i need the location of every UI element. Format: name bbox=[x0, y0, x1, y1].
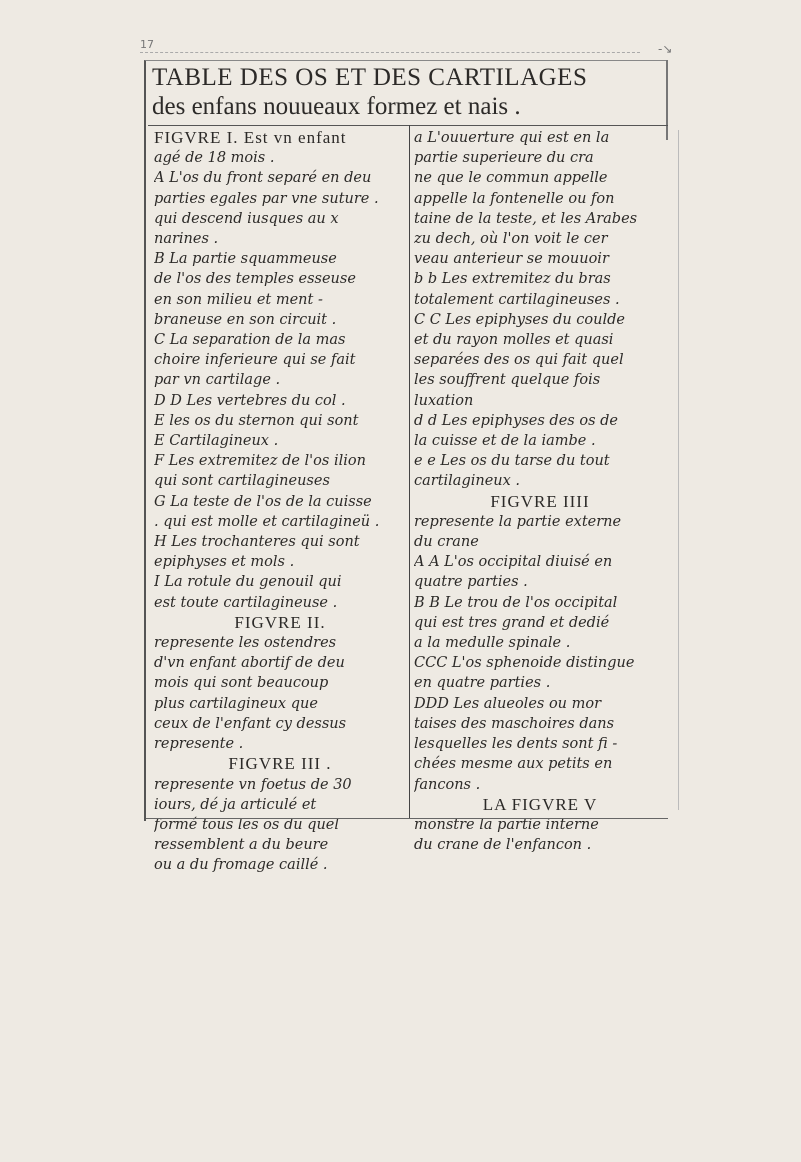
text-line: formé tous les os du quel bbox=[154, 816, 340, 833]
left-column bbox=[154, 128, 406, 876]
text-line: e e Les os du tarse du tout bbox=[414, 453, 610, 470]
text-line: mois qui sont beaucoup bbox=[154, 675, 329, 692]
text-line: C La separation de la mas bbox=[154, 332, 346, 349]
title-subtitle: des enfans nouueaux formez et nais . bbox=[152, 93, 521, 120]
page-number: 17 bbox=[140, 38, 154, 51]
text-line: en quatre parties . bbox=[414, 675, 551, 692]
text-line: zu dech, où l'on voit le cer bbox=[414, 231, 608, 248]
text-line: d'vn enfant abortif de deu bbox=[154, 655, 345, 672]
text-line: cartilagineux . bbox=[414, 473, 521, 490]
text-line: CCC L'os sphenoide distingue bbox=[414, 655, 635, 672]
text-line: veau anterieur se mouuoir bbox=[414, 251, 609, 268]
figure-heading: LA FIGVRE V bbox=[482, 794, 598, 814]
text-line: A A L'os occipital diuisé en bbox=[414, 554, 613, 571]
text-line: taine de la teste, et les Arabes bbox=[414, 210, 638, 227]
text-line: E les os du sternon qui sont bbox=[154, 412, 359, 429]
text-line: choire inferieure qui se fait bbox=[154, 352, 356, 369]
text-line: et du rayon molles et quasi bbox=[414, 332, 614, 349]
text-line: H Les trochanteres qui sont bbox=[154, 534, 360, 551]
text-line: G La teste de l'os de la cuisse bbox=[154, 493, 372, 510]
text-line: qui est tres grand et dedié bbox=[414, 614, 610, 631]
text-line: ou a du fromage caillé . bbox=[154, 857, 328, 874]
corner-mark: -↘ bbox=[658, 42, 673, 56]
text-line: par vn cartilage . bbox=[154, 372, 281, 389]
text-line: C C Les epiphyses du coulde bbox=[414, 311, 625, 328]
text-line: les souffrent quelque fois bbox=[414, 372, 601, 389]
text-line: A L'os du front separé en deu bbox=[154, 170, 372, 187]
text-line: separées des os qui fait quel bbox=[414, 352, 624, 369]
figure-heading: FIGVRE I. Est vn enfant bbox=[154, 128, 347, 147]
text-line: . qui est molle et cartilagineü . bbox=[154, 513, 380, 530]
text-line: represente les ostendres bbox=[154, 635, 337, 652]
text-line: qui sont cartilagineuses bbox=[154, 473, 330, 490]
text-line: partie superieure du cra bbox=[414, 150, 594, 167]
text-line: F Les extremitez de l'os ilion bbox=[154, 453, 366, 470]
text-line: E Cartilagineux . bbox=[154, 433, 279, 450]
text-line: de l'os des temples esseuse bbox=[154, 271, 356, 288]
title-main: TABLE DES OS ET DES CARTILAGES bbox=[152, 64, 588, 91]
text-line: quatre parties . bbox=[414, 574, 528, 591]
text-line: agé de 18 mois . bbox=[154, 150, 275, 167]
text-line: luxation bbox=[414, 392, 474, 409]
figure-heading: FIGVRE IIII bbox=[490, 491, 590, 511]
text-line: fancons . bbox=[414, 776, 481, 793]
text-line: represente vn foetus de 30 bbox=[154, 776, 352, 793]
text-line: est toute cartilagineuse . bbox=[154, 594, 338, 611]
text-line: taises des maschoires dans bbox=[414, 715, 615, 732]
text-line: en son milieu et ment - bbox=[154, 291, 323, 308]
text-line: lesquelles les dents sont fi - bbox=[414, 736, 618, 753]
text-line: epiphyses et mols . bbox=[154, 554, 295, 571]
text-line: braneuse en son circuit . bbox=[154, 311, 337, 328]
text-line: represente la partie externe bbox=[414, 513, 622, 530]
title-rule bbox=[148, 125, 668, 126]
text-line: DDD Les alueoles ou mor bbox=[414, 695, 602, 712]
text-line: du crane bbox=[414, 534, 479, 551]
text-line: appelle la fontenelle ou fon bbox=[414, 190, 615, 207]
top-dashed-rule bbox=[140, 52, 640, 53]
text-line: b b Les extremitez du bras bbox=[414, 271, 611, 288]
column-right-edge bbox=[678, 130, 679, 810]
text-line: qui descend iusques au x bbox=[154, 210, 339, 227]
text-line: iours, dé ja articulé et bbox=[154, 796, 317, 813]
text-line: ressemblent a du beure bbox=[154, 837, 329, 854]
text-line: monstre la partie interne bbox=[414, 816, 599, 833]
text-line: B La partie squammeuse bbox=[154, 251, 337, 268]
text-line: d d Les epiphyses des os de bbox=[414, 412, 618, 429]
right-column bbox=[414, 128, 666, 855]
text-line: plus cartilagineux que bbox=[154, 695, 318, 712]
figure-heading: FIGVRE II. bbox=[234, 612, 326, 632]
title-block bbox=[152, 64, 672, 122]
text-line: ne que le commun appelle bbox=[414, 170, 608, 187]
text-line: represente . bbox=[154, 736, 244, 753]
text-line: I La rotule du genouil qui bbox=[154, 574, 342, 591]
column-divider bbox=[409, 125, 410, 819]
text-line: a la medulle spinale . bbox=[414, 635, 571, 652]
text-line: chées mesme aux petits en bbox=[414, 756, 613, 773]
figure-heading: FIGVRE III . bbox=[228, 754, 332, 774]
text-line: totalement cartilagineuses . bbox=[414, 291, 620, 308]
bottom-rule bbox=[146, 818, 668, 819]
text-line: a L'ouuerture qui est en la bbox=[414, 130, 610, 146]
text-line: parties egales par vne suture . bbox=[154, 190, 379, 207]
text-line: narines . bbox=[154, 231, 219, 248]
text-line: D D Les vertebres du col . bbox=[154, 392, 346, 409]
text-line: du crane de l'enfancon . bbox=[414, 837, 592, 854]
text-line: la cuisse et de la iambe . bbox=[414, 433, 596, 450]
text-line: ceux de l'enfant cy dessus bbox=[154, 715, 347, 732]
text-line: B B Le trou de l'os occipital bbox=[414, 594, 618, 611]
